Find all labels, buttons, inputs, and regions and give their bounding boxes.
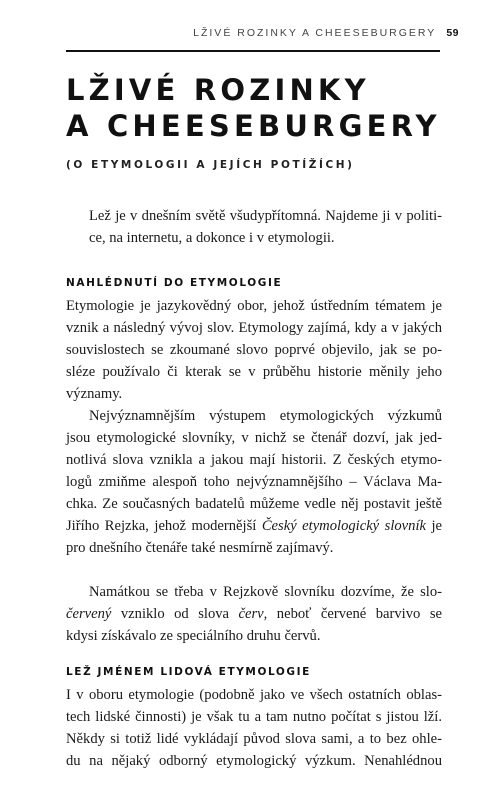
chapter-title-line-1: LŽIVÉ ROZINKY xyxy=(66,73,370,107)
s2-line-3: Někdy si totiž lidé vykládají původ slova sami, a to bez ohle- xyxy=(66,731,442,747)
p1-line-1: Etymologie je jazykovědný obor, jehož ústředním tématem je xyxy=(66,298,442,314)
p1-line-2: vznik a následný vývoj slov. Etymology zajímá, kdy a v jakých xyxy=(66,320,442,336)
p2-line-6-text: Jiřího Rejzka, jehož modernější xyxy=(66,518,262,534)
p3-line-2-mid: vzniklo od slova xyxy=(111,606,239,622)
running-head-title: LŽIVÉ ROZINKY A CHEESEBURGERY xyxy=(193,27,437,39)
p2-line-2: jsou etymologické slovníky, v nichž se čtenář dozví, jak jed- xyxy=(66,430,442,446)
section-heading-etymology: NAHLÉDNUTÍ DO ETYMOLOGIE xyxy=(66,277,283,289)
p1-line-5: významy. xyxy=(66,386,123,402)
intro-line-2: ce, na internetu, a dokonce i v etymologii. xyxy=(89,230,335,246)
p2-line-6-end: je xyxy=(425,518,443,534)
s2-line-4: du na nějaký odborný etymologický výzkum. Nenahlédnou xyxy=(66,753,442,769)
page-number: 59 xyxy=(446,27,459,39)
s2-line-1: I v oboru etymologie (podobně jako ve všech ostatních oblas- xyxy=(66,687,442,703)
p2-line-5: chka. Ze současných badatelů můžeme vedle něj postavit ještě xyxy=(66,496,442,512)
word-italic-cerv: červ xyxy=(238,606,264,622)
s2-line-2: tech lidské činnosti) je však tu a tam nutno počítat s jistou lží. xyxy=(66,709,442,725)
chapter-subtitle: (O ETYMOLOGII A JEJÍCH POTÍŽÍCH) xyxy=(66,159,355,171)
chapter-title xyxy=(66,72,466,144)
intro-paragraph xyxy=(66,205,442,249)
p3-line-3: kdysi získávalo ze speciálního druhu červů. xyxy=(66,628,321,644)
chapter-title-line-2: A CHEESEBURGERY xyxy=(66,109,441,143)
section2-body xyxy=(66,684,442,772)
paragraph-gap xyxy=(66,559,442,581)
running-head xyxy=(193,27,459,39)
p2-line-7: pro dnešního čtenáře také nesmírně zajímavý. xyxy=(66,540,334,556)
section1-body xyxy=(66,295,442,647)
intro-line-1: Lež je v dnešním světě všudypřítomná. Najdeme ji v politi- xyxy=(89,208,442,224)
header-rule xyxy=(66,50,440,52)
p2-line-4: logů zmiňme alespoň toho nejvýznamnějšího – Václava Ma- xyxy=(66,474,442,490)
p3-line-2-end: , neboť červené barvivo se xyxy=(263,606,442,622)
book-title-italic: Český etymologický slovník xyxy=(261,518,426,534)
p1-line-3: souvislostech se zkoumané slovo poprvé objevilo, jak se po- xyxy=(66,342,442,358)
p2-line-1: Nejvýznamnějším výstupem etymologických výzkumů xyxy=(89,408,442,424)
word-italic-cerveny: červený xyxy=(66,606,112,622)
p3-line-1: Namátkou se třeba v Rejzkově slovníku dozvíme, že slo- xyxy=(89,584,442,600)
p1-line-4: sléze používalo či kterak se v průběhu historie měnily jeho xyxy=(66,364,442,380)
p2-line-6 xyxy=(66,515,442,537)
p3-line-2 xyxy=(66,603,442,625)
p2-line-3: notlivá slova vznikla a jakou mají historii. Z českých etymo- xyxy=(66,452,442,468)
section-heading-folk-etymology: LEŽ JMÉNEM LIDOVÁ ETYMOLOGIE xyxy=(66,666,311,678)
